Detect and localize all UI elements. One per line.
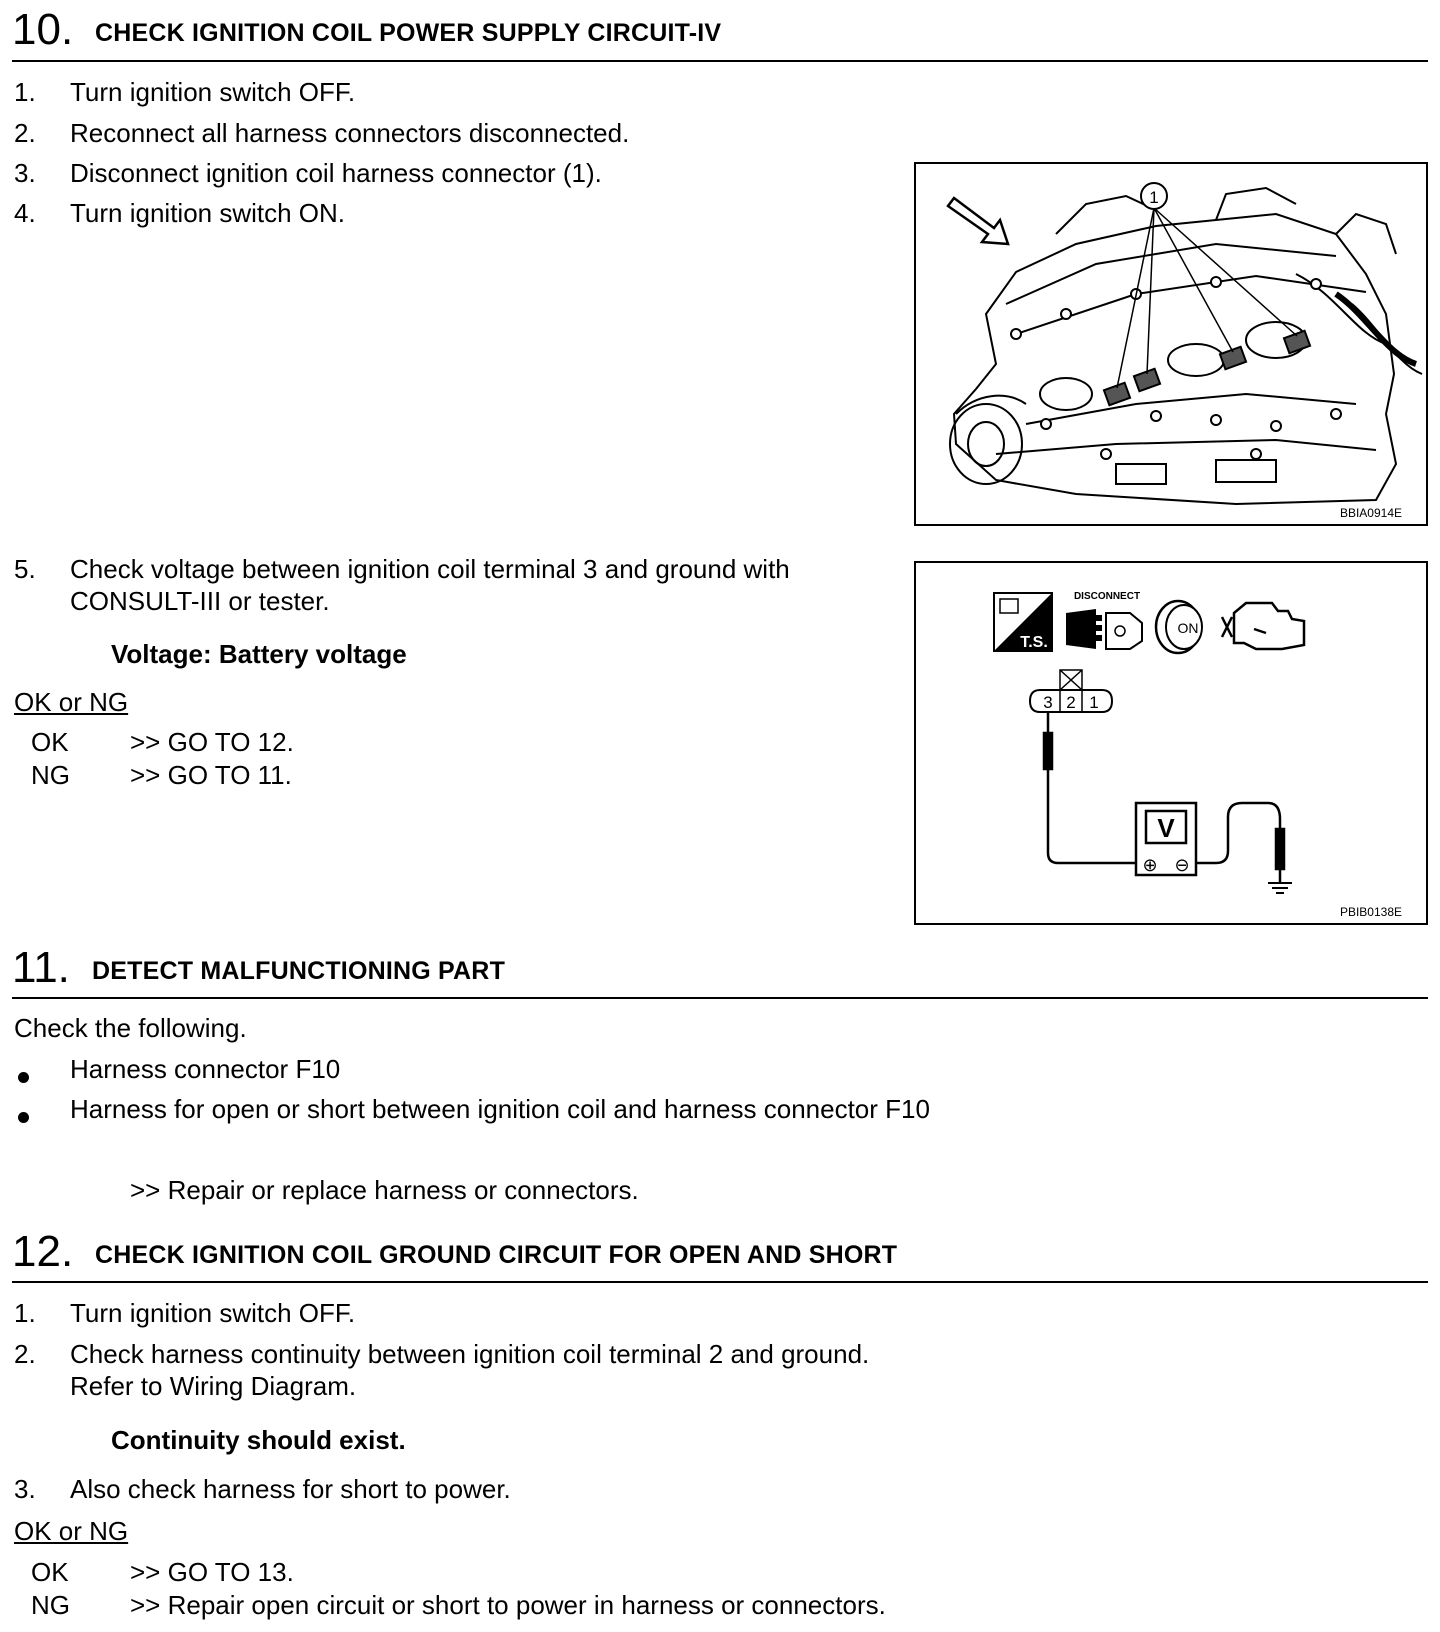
- step-number: 2.: [14, 1339, 36, 1369]
- figure-code: PBIB0138E: [1339, 905, 1402, 919]
- step-number: 1.: [14, 1298, 36, 1328]
- step-text: CONSULT-III or tester.: [70, 586, 330, 616]
- section-number: 12.: [12, 1227, 74, 1276]
- ts-icon: [994, 593, 1052, 651]
- terminal-2: 2: [1066, 693, 1076, 712]
- result-status: NG: [31, 1590, 70, 1620]
- section-divider: [12, 60, 1428, 62]
- engine-figure: [914, 162, 1428, 526]
- voltmeter-label: V: [1157, 813, 1175, 843]
- step-number: 3.: [14, 1474, 36, 1504]
- result-status: NG: [31, 760, 70, 790]
- disconnect-label: DISCONNECT: [1073, 591, 1141, 602]
- step-text: Turn ignition switch OFF.: [70, 77, 356, 107]
- step-text: Refer to Wiring Diagram.: [70, 1371, 357, 1401]
- step-text: Disconnect ignition coil harness connector (1).: [70, 158, 602, 188]
- section-10-header: [12, 0, 1428, 54]
- section-11-header: [12, 938, 1428, 992]
- step-number: 2.: [14, 118, 36, 148]
- coil-connector: [1030, 670, 1112, 712]
- section-title: CHECK IGNITION COIL POWER SUPPLY CIRCUIT-IV: [95, 19, 722, 47]
- ok-or-ng-label: OK or NG: [14, 1516, 129, 1546]
- step-text: Turn ignition switch ON.: [70, 198, 346, 228]
- section-divider: [12, 1281, 1428, 1283]
- intro-text: Check the following.: [14, 1013, 247, 1043]
- disconnect-icon: [1066, 591, 1142, 649]
- step-text: Check voltage between ignition coil terminal 3 and ground with: [70, 554, 790, 584]
- step-number: 3.: [14, 158, 36, 188]
- step-number: 4.: [14, 198, 36, 228]
- positive-terminal: ⊕: [1142, 855, 1158, 876]
- ground-icon: [1268, 883, 1292, 893]
- callout-number: 1: [1149, 188, 1159, 207]
- step-text: Reconnect all harness connectors disconnected.: [70, 118, 630, 148]
- step-text: Check harness continuity between ignition coil terminal 2 and ground.: [70, 1339, 870, 1369]
- voltage-check-diagram: [916, 563, 1426, 923]
- ok-or-ng-label: OK or NG: [14, 687, 129, 717]
- result-status: OK: [31, 1557, 69, 1587]
- voltage-spec: Voltage: Battery voltage: [111, 639, 407, 669]
- step-number: 5.: [14, 554, 36, 584]
- section-12-header: [12, 1222, 1428, 1276]
- step-text: Also check harness for short to power.: [70, 1474, 511, 1504]
- bullet-dot: [18, 1112, 29, 1123]
- result-action: >> GO TO 12.: [130, 727, 294, 757]
- result-action: >> GO TO 13.: [130, 1557, 294, 1587]
- section-title: CHECK IGNITION COIL GROUND CIRCUIT FOR OPEN AND SHORT: [95, 1241, 898, 1269]
- direction-arrow-icon: [948, 198, 1008, 244]
- bullet-text: Harness connector F10: [70, 1054, 341, 1084]
- voltage-check-figure: [914, 561, 1428, 925]
- continuity-spec: Continuity should exist.: [111, 1425, 406, 1455]
- ts-label: T.S.: [1020, 634, 1048, 651]
- step-number: 1.: [14, 77, 36, 107]
- bullet-dot: [18, 1072, 29, 1083]
- ignition-on-icon: [1156, 601, 1202, 653]
- voltmeter-icon: [1136, 803, 1196, 876]
- section-divider: [12, 997, 1428, 999]
- section-number: 10.: [12, 5, 74, 54]
- terminal-3: 3: [1043, 693, 1053, 712]
- section-title: DETECT MALFUNCTIONING PART: [92, 957, 506, 985]
- engine-icon: [1222, 603, 1304, 649]
- figure-code: BBIA0914E: [1339, 506, 1402, 520]
- terminal-1: 1: [1089, 693, 1099, 712]
- result-action: >> Repair or replace harness or connectors.: [130, 1175, 639, 1205]
- result-status: OK: [31, 727, 69, 757]
- result-action: >> Repair open circuit or short to power in harness or connectors.: [130, 1590, 886, 1620]
- result-action: >> GO TO 11.: [130, 760, 292, 790]
- section-number: 11.: [12, 943, 70, 992]
- engine-illustration-icon: [916, 164, 1426, 524]
- negative-terminal: ⊖: [1174, 855, 1190, 876]
- ignition-on-label: ON: [1177, 620, 1199, 636]
- bullet-text: Harness for open or short between ignition coil and harness connector F10: [70, 1094, 930, 1124]
- step-text: Turn ignition switch OFF.: [70, 1298, 356, 1328]
